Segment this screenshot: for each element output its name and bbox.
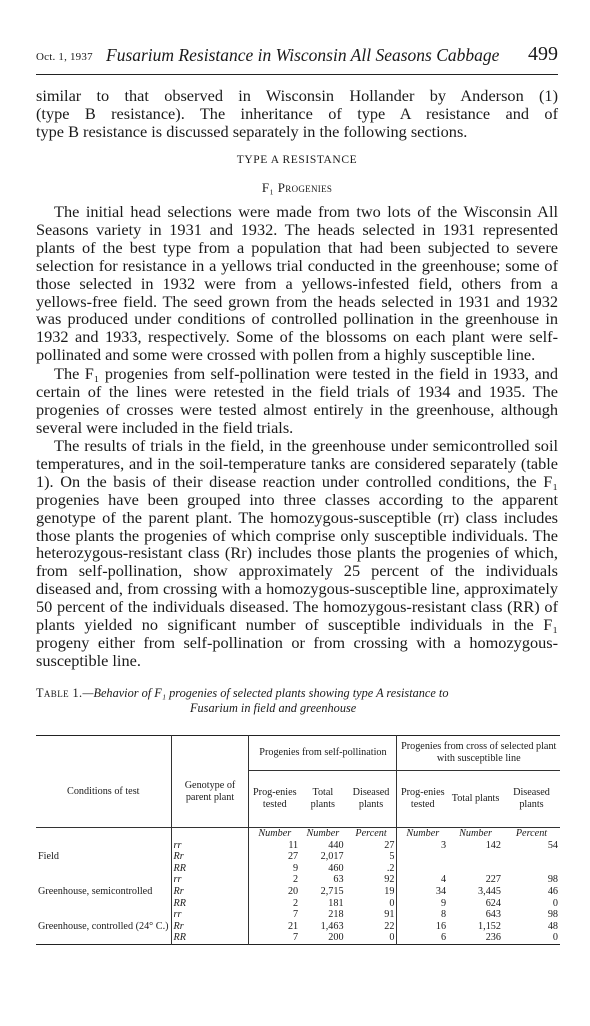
table-caption-text: —Behavior of F₁ progenies of selected plants showing type A resistance to <box>82 686 449 700</box>
col-header-total: Total plants <box>310 787 336 810</box>
value-cell: 3 <box>397 840 448 852</box>
col-header-total: Total plants <box>451 793 500 805</box>
unit-label: Number <box>249 828 300 840</box>
value-cell: 440 <box>328 839 344 851</box>
value-cell: .2 <box>386 862 395 874</box>
value-cell: 98 <box>547 909 558 921</box>
condition-cell: Greenhouse, semicontrolled <box>38 886 153 898</box>
value-cell: 0 <box>552 897 558 909</box>
value-cell: 34 <box>397 886 448 898</box>
value-cell: 91 <box>384 909 395 921</box>
running-header <box>36 43 558 69</box>
unit-label: Number <box>306 828 340 839</box>
value-cell: 7 <box>249 909 300 921</box>
value-cell: 2 <box>249 874 300 886</box>
table-row <box>36 840 560 852</box>
value-cell: 5 <box>389 851 395 863</box>
value-cell: 227 <box>485 874 501 886</box>
value-cell: 8 <box>397 909 448 921</box>
value-cell: 0 <box>552 932 558 944</box>
value-cell <box>397 863 448 875</box>
value-cell: 48 <box>547 920 558 932</box>
value-cell: 624 <box>485 897 501 909</box>
value-cell: 11 <box>249 840 300 852</box>
intro-line: similar to that observed in Wisconsin Hollander by Anderson (1) <box>36 86 558 105</box>
value-cell: 19 <box>384 885 395 897</box>
units-row <box>36 828 560 840</box>
genotype-cell: RR <box>171 898 249 910</box>
condition-cell: Greenhouse, controlled (24° C.) <box>38 920 169 932</box>
unit-label: Percent <box>515 828 548 839</box>
value-cell: 643 <box>485 909 501 921</box>
data-table <box>36 735 560 945</box>
value-cell: 16 <box>397 921 448 933</box>
intro-paragraph <box>36 87 558 141</box>
value-cell: 6 <box>397 932 448 944</box>
value-cell: 218 <box>328 909 344 921</box>
value-cell: 0 <box>389 932 395 944</box>
value-cell: 3,445 <box>478 885 501 897</box>
value-cell: 4 <box>397 874 448 886</box>
col-header-cross: Progenies from cross of selected plant with susceptible line <box>397 736 560 771</box>
body-paragraph: The F₁ progenies from self-pollination were tested in the field in 1933, and certain of the lines were retested in the field trials of 1934 and 1935. The progenies of crosses were tested almost entirely in the greenhouse, although several were included in the field trials. <box>36 364 558 437</box>
value-cell: 46 <box>547 885 558 897</box>
genotype-cell: Rr <box>171 886 249 898</box>
genotype-cell: rr <box>171 909 249 921</box>
value-cell: 7 <box>249 932 300 944</box>
value-cell: 27 <box>384 839 395 851</box>
col-header-genotype: Genotype of parent plant <box>171 736 249 828</box>
value-cell: 9 <box>249 863 300 875</box>
col-header-progenies: Prog-enies tested <box>397 771 448 828</box>
unit-label: Number <box>397 828 448 840</box>
value-cell <box>448 863 503 875</box>
value-cell: 98 <box>547 874 558 886</box>
header-rule <box>36 74 558 75</box>
value-cell: 1,152 <box>478 920 501 932</box>
col-header-conditions: Conditions of test <box>67 785 140 797</box>
genotype-cell: Rr <box>171 851 249 863</box>
value-cell: 2,017 <box>320 851 344 863</box>
value-cell: 21 <box>249 921 300 933</box>
value-cell: 27 <box>249 851 300 863</box>
value-cell: 181 <box>328 897 344 909</box>
table-caption-line2: Fusarium in field and greenhouse <box>190 701 357 715</box>
value-cell: 22 <box>384 920 395 932</box>
value-cell: 200 <box>328 932 344 944</box>
value-cell: 0 <box>389 897 395 909</box>
value-cell: 2,715 <box>320 885 344 897</box>
genotype-cell: RR <box>171 863 249 875</box>
table-row <box>36 874 560 886</box>
value-cell <box>503 851 560 863</box>
genotype-cell: RR <box>171 932 249 944</box>
col-header-diseased: Diseased plants <box>352 787 390 810</box>
value-cell: 54 <box>547 839 558 851</box>
value-cell <box>448 851 503 863</box>
col-header-diseased: Diseased plants <box>513 787 550 810</box>
value-cell: 2 <box>249 898 300 910</box>
col-header-progenies: Prog-enies tested <box>249 771 300 828</box>
genotype-cell: Rr <box>171 921 249 933</box>
intro-line: type B resistance is discussed separately in the following sections. <box>36 121 468 141</box>
running-title: Fusarium Resistance in Wisconsin All Seasons Cabbage <box>106 45 500 65</box>
value-cell <box>397 851 448 863</box>
unit-label: Number <box>459 828 492 839</box>
value-cell: 142 <box>485 839 501 851</box>
body-paragraph: The results of trials in the field, in the greenhouse under semicontrolled soil temperatures, and in the soil-temperature tanks are considered separately (table 1). On the basis of their disease reaction under controlled conditions, the F₁ progenies have been grouped into three classes according to the apparent genotype of the parent plant. The homozygous-susceptible (rr) class includes those plants the progenies of which comprise only susceptible individuals. The heterozygous-resistant class (Rr) includes those plants the progenies of which, from self-pollination, show approximately 25 percent of the individuals diseased and, from crossing with a homozygous-susceptible line, approximately 50 percent of the individuals diseased. The homozygous-resistant class (RR) of plants yielded no significant number of susceptible individuals in the F₁ progeny either from self-pollination or from crossing with a homozygous-susceptible line. <box>36 436 558 670</box>
value-cell: 9 <box>397 898 448 910</box>
value-cell: 92 <box>384 874 395 886</box>
value-cell: 460 <box>328 862 344 874</box>
genotype-cell: rr <box>171 874 249 886</box>
condition-cell: Field <box>38 851 59 863</box>
unit-label: Percent <box>355 828 387 839</box>
genotype-cell: rr <box>171 840 249 852</box>
subsection-heading: F₁ Progenies <box>261 180 333 195</box>
body-paragraph: The initial head selections were made from two lots of the Wisconsin All Seasons variety in 1931 and 1932. The heads selected in 1931 represented plants of the best type from a population that had been subjected to severe selection for resistance in a yellows trial conducted in the greenhouse; some of those selected in 1932 were from a yellows-infested field, others from a yellows-free field. The seed grown from the heads selected in 1931 and 1932 was produced under conditions of controlled pollination in the greenhouse in 1932 and 1933, respectively. Some of the blossoms on each plant were self-pollinated and some were crossed with pollen from a highly susceptible line. <box>36 202 558 365</box>
value-cell: 20 <box>249 886 300 898</box>
value-cell: 1,463 <box>320 920 344 932</box>
value-cell: 63 <box>333 874 344 886</box>
value-cell: 236 <box>485 932 501 944</box>
section-heading: TYPE A RESISTANCE <box>236 154 358 166</box>
issue-date: Oct. 1, 1937 <box>36 51 93 63</box>
table-caption-label: Table 1. <box>36 686 83 700</box>
table-row <box>36 909 560 921</box>
page-number: 499 <box>528 43 558 65</box>
intro-line: (type B resistance). The inheritance of type A resistance and of <box>36 103 558 123</box>
table-caption <box>36 686 558 716</box>
value-cell <box>503 863 560 875</box>
col-header-self-pollination: Progenies from self-pollination <box>249 736 397 771</box>
